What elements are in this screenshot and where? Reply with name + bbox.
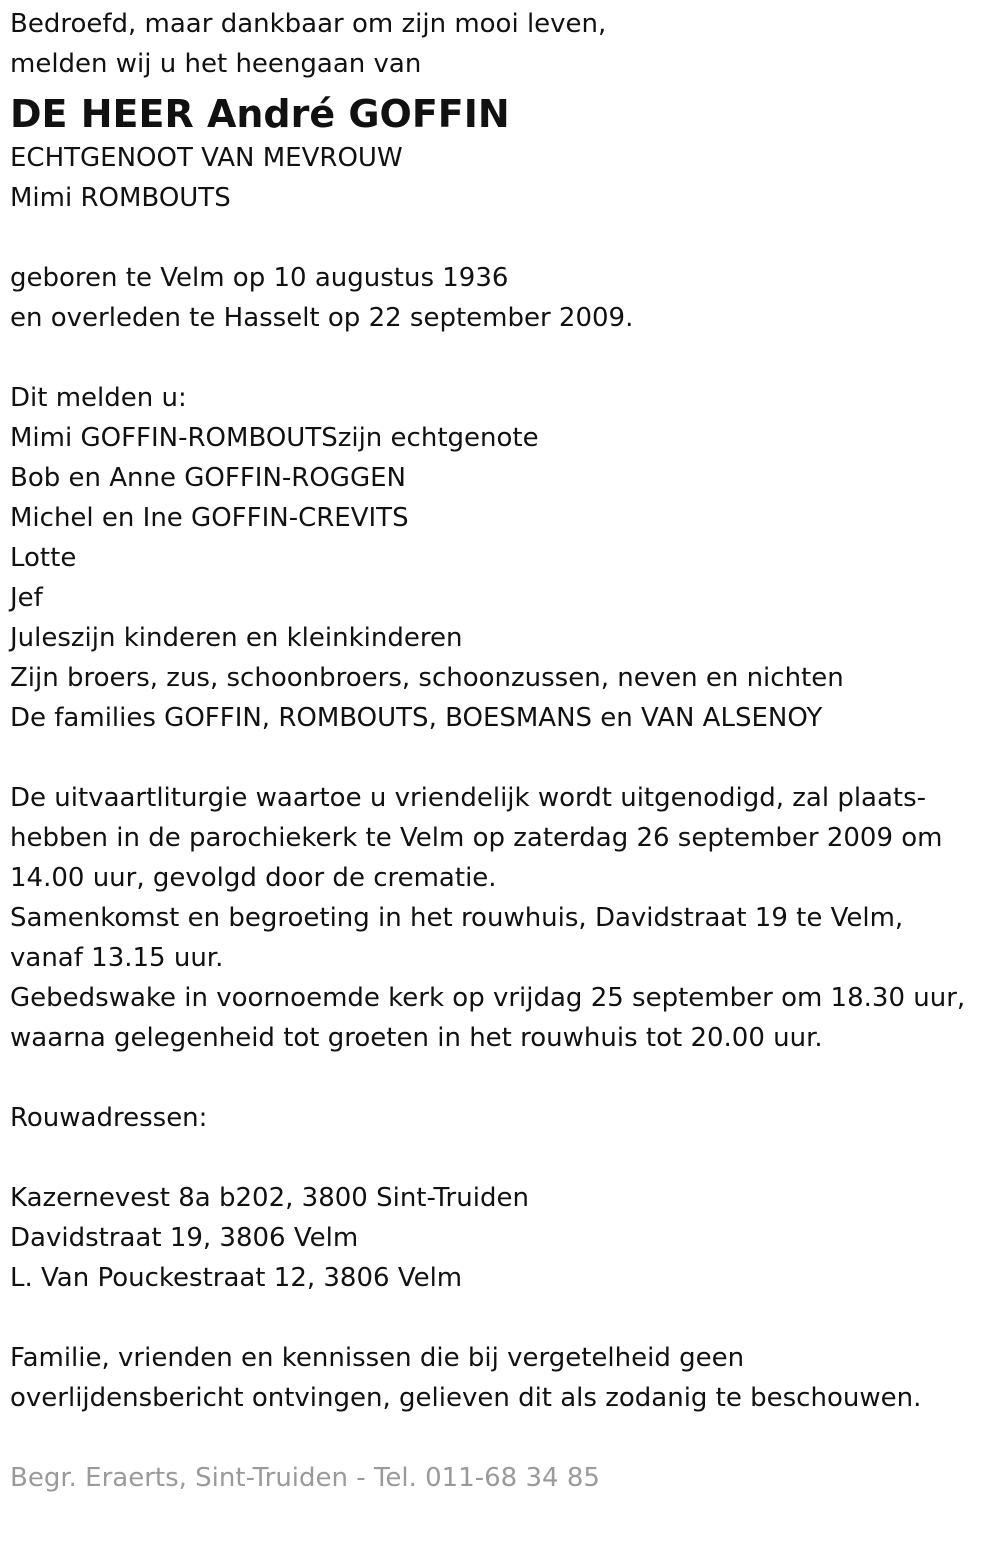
death-line: en overleden te Hasselt op 22 september 2009. [10,303,634,333]
address-line: L. Van Pouckestraat 12, 3806 Velm [10,1263,463,1293]
announcer-line: Zijn broers, zus, schoonbroers, schoonzussen, neven en nichten [10,663,844,693]
spacer [10,1418,985,1458]
intro-line: melden wij u het heengaan van [10,49,422,79]
spouse-label: ECHTGENOOT VAN MEVROUW [10,143,403,173]
spacer [10,1298,985,1338]
announcer-line: De families GOFFIN, ROMBOUTS, BOESMANS en VAN ALSENOY [10,703,823,733]
spacer [10,218,985,258]
ceremony-line: 14.00 uur, gevolgd door de crematie. [10,863,497,893]
spacer [10,738,985,778]
address-line: Davidstraat 19, 3806 Velm [10,1223,359,1253]
closing-line: overlijdensbericht ontvingen, gelieven dit als zodanig te beschouwen. [10,1383,922,1413]
spacer [10,1138,985,1178]
deceased-name: DE HEER André GOFFIN [10,92,510,136]
spacer [10,338,985,378]
intro-line: Bedroefd, maar dankbaar om zijn mooi leven, [10,9,607,39]
birth-line: geboren te Velm op 10 augustus 1936 [10,263,509,293]
ceremony-line: Samenkomst en begroeting in het rouwhuis, Davidstraat 19 te Velm, [10,903,904,933]
death-notice [10,4,985,1498]
announcers-heading: Dit melden u: [10,383,187,413]
address-line: Kazernevest 8a b202, 3800 Sint-Truiden [10,1183,529,1213]
announcer-line: Juleszijn kinderen en kleinkinderen [10,623,463,653]
announcer-line: Mimi GOFFIN-ROMBOUTSzijn echtgenote [10,423,539,453]
funeral-home-footer: Begr. Eraerts, Sint-Truiden - Tel. 011-68 34 85 [10,1463,600,1493]
addresses-heading: Rouwadressen: [10,1103,208,1133]
announcer-line: Jef [10,583,43,613]
spouse-name: Mimi ROMBOUTS [10,183,231,213]
ceremony-line: hebben in de parochiekerk te Velm op zaterdag 26 september 2009 om [10,823,943,853]
ceremony-line: waarna gelegenheid tot groeten in het rouwhuis tot 20.00 uur. [10,1023,823,1053]
spacer [10,1058,985,1098]
announcer-line: Michel en Ine GOFFIN-CREVITS [10,503,409,533]
ceremony-line: Gebedswake in voornoemde kerk op vrijdag 25 september om 18.30 uur, [10,983,966,1013]
announcer-line: Lotte [10,543,77,573]
ceremony-line: vanaf 13.15 uur. [10,943,224,973]
announcer-line: Bob en Anne GOFFIN-ROGGEN [10,463,406,493]
closing-line: Familie, vrienden en kennissen die bij vergetelheid geen [10,1343,745,1373]
ceremony-line: De uitvaartliturgie waartoe u vriendelijk wordt uitgenodigd, zal plaats- [10,783,927,813]
